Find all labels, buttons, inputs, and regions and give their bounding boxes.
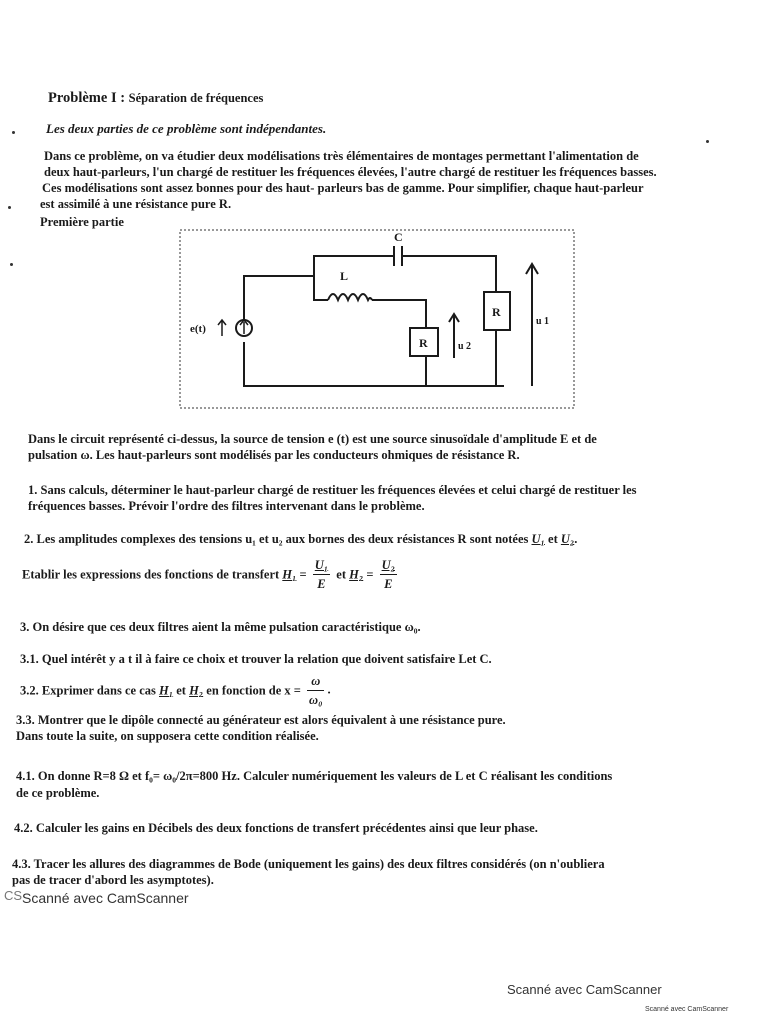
q2-fraction-1-num: U₁	[313, 556, 330, 575]
q2-fraction-1	[313, 556, 330, 593]
intro-line-2: deux haut-parleurs, l'un chargé de restituer les fréquences élevées, l'autre chargé de restituer les fréquences basses.	[44, 165, 657, 179]
q31-line: 3.1. Quel intérêt y a t il à faire ce choix et trouver la relation que doivent satisfaire Let C.	[20, 652, 492, 666]
title-main: Problème I :	[48, 90, 126, 106]
scan-speck	[12, 131, 15, 134]
q32-text-a: 3.2. Exprimer dans ce cas	[20, 683, 156, 698]
q2-transfer-functions	[22, 556, 400, 593]
q2-h1-symbol: H₁	[282, 567, 297, 582]
part-label: Première partie	[40, 215, 124, 229]
description-line-2: pulsation ω. Les haut-parleurs sont modélisés par les conducteurs ohmiques de résistance R.	[28, 448, 520, 462]
q2-u2-symbol: U₂	[560, 532, 575, 546]
u2-label: u 2	[458, 341, 472, 352]
q2-h2-symbol: H₂	[349, 567, 364, 582]
q2-text: 2. Les amplitudes complexes des tensions u₁ et u₂ aux bornes des deux résistances R sont notées	[24, 532, 529, 546]
inductor-label: L	[340, 269, 349, 283]
q1-line-1: 1. Sans calculs, déterminer le haut-parleur chargé de restituer les fréquences élevées et celui chargé de restituer les	[28, 483, 637, 497]
q33-line-1: 3.3. Montrer que le dipôle connecté au générateur est alors équivalent à une résistance pure.	[16, 713, 506, 727]
q43-line-2: pas de tracer d'abord les asymptotes).	[12, 873, 214, 887]
scan-speck	[706, 140, 709, 143]
q32-fraction-num: ω	[307, 672, 324, 691]
resistor-r2-label: R	[419, 336, 428, 350]
q2-equals-2: =	[366, 567, 374, 582]
capacitor-label: C	[394, 230, 403, 244]
q2-and-2: et	[336, 567, 346, 582]
q32-h2-symbol: H₂	[189, 683, 204, 698]
u1-label: u 1	[536, 316, 550, 327]
wire-source-top	[244, 276, 314, 328]
source-voltage-arrow-icon	[218, 320, 226, 336]
q2-equals-1: =	[299, 567, 307, 582]
intro-line-4: est assimilé à une résistance pure R.	[40, 197, 232, 211]
q42-line: 4.2. Calculer les gains en Décibels des deux fonctions de transfert précédentes ainsi que leur phase.	[14, 821, 538, 835]
q2-and: et	[548, 532, 558, 546]
q41-line-1: 4.1. On donne R=8 Ω et f₀= ω₀/2π=800 Hz. Calculer numériquement les valeurs de L et C réalisant les conditions	[16, 769, 613, 783]
wire-capacitor-right	[402, 256, 496, 292]
q43-line-1: 4.3. Tracer les allures des diagrammes de Bode (uniquement les gains) des deux filtres considérés (on n'oubliera	[12, 857, 605, 871]
title-subtitle: Séparation de fréquences	[128, 91, 264, 105]
q2-u1-symbol: U₁	[531, 532, 545, 546]
source-label: e(t)	[190, 323, 206, 335]
scan-speck	[10, 263, 13, 266]
camscanner-watermark-right: Scanné avec CamScanner	[507, 982, 662, 997]
q3-line: 3. On désire que ces deux filtres aient la même pulsation caractéristique ω₀.	[20, 620, 421, 634]
q2-fraction-2-num: U₂	[380, 556, 397, 575]
wire-inductor-right	[372, 300, 426, 328]
q32-line: 3.2. Exprimer dans ce cas H₁ et H₂ en fonction de x = $\frac{\omega}{\text{ω₀}}$ .	[20, 674, 331, 707]
independent-note: Les deux parties de ce problème sont indépendantes.	[46, 121, 327, 136]
camscanner-watermark-left: Scanné avec CamScanner	[22, 890, 189, 906]
q33-line-2: Dans toute la suite, on supposera cette condition réalisée.	[16, 729, 319, 743]
circuit-diagram	[176, 226, 576, 412]
intro-line-1: Dans ce problème, on va étudier deux modélisations très élémentaires de montages permettant l'alimentation de	[44, 149, 639, 163]
q32-h1-symbol: H₁	[159, 683, 174, 698]
description-line-1: Dans le circuit représenté ci-dessus, la source de tension e (t) est une source sinusoïdale d'amplitude E et de	[28, 432, 597, 446]
q2-establish-text: Etablir les expressions des fonctions de transfert	[22, 567, 280, 582]
q1-line-2: fréquences basses. Prévoir l'ordre des filtres intervenant dans le problème.	[28, 499, 425, 513]
q41-line-2: de ce problème.	[16, 786, 100, 800]
q2-fraction-2-den: E	[384, 577, 393, 591]
q32-fraction	[307, 672, 324, 709]
q2-fraction-2	[380, 556, 397, 593]
resistor-r1-label: R	[492, 305, 501, 319]
capacitor-symbol	[394, 246, 402, 266]
q32-and: et	[176, 683, 186, 698]
inductor-symbol	[328, 294, 372, 300]
wire-capacitor-branch	[314, 256, 394, 276]
camscanner-watermark-small: Scanné avec CamScanner	[645, 1006, 729, 1013]
q32-text-b: en fonction de x =	[206, 683, 301, 698]
q2-line: 2. Les amplitudes complexes des tensions u₁ et u₂ aux bornes des deux résistances R sont notées U₁ et U₂.	[24, 532, 578, 546]
wire-to-inductor	[314, 276, 328, 300]
problem-title	[48, 90, 263, 106]
camscanner-logo: CS	[4, 888, 23, 903]
q2-fraction-1-den: E	[317, 577, 326, 591]
intro-line-3: Ces modélisations sont assez bonnes pour des haut- parleurs bas de gamme. Pour simplifier, chaque haut-parleur	[42, 181, 644, 195]
q32-fraction-den: ω₀	[309, 693, 323, 707]
scan-speck	[8, 206, 11, 209]
